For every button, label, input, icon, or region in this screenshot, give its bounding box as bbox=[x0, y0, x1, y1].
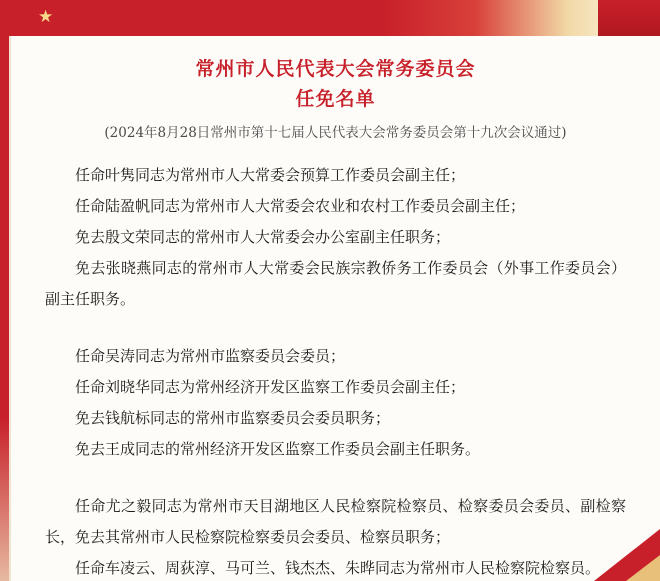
star-icon: ★ bbox=[38, 7, 54, 26]
decorative-top-band bbox=[0, 0, 660, 36]
decorative-left-rule bbox=[0, 0, 9, 581]
paragraph-spacer bbox=[45, 465, 626, 491]
body-paragraph: 免去殷文荣同志的常州市人大常委会办公室副主任职务； bbox=[75, 228, 451, 246]
document-title-line1: 常州市人民代表大会常务委员会 bbox=[195, 58, 476, 80]
body-paragraph: 任命车凌云、周荻淳、马可兰、钱杰杰、朱晔同志为常州市人民检察院检察员。 bbox=[75, 559, 601, 577]
body-paragraph: 免去王成同志的常州经济开发区监察工作委员会副主任职务。 bbox=[75, 440, 481, 458]
document-content bbox=[11, 36, 660, 581]
body-paragraph: 任命尤之毅同志为常州市天目湖地区人民检察院检察员、检察委员会委员、副检察长，免去其常州市人民检察院检察委员会委员、检察员职务； bbox=[45, 497, 626, 546]
paragraph-spacer bbox=[45, 315, 626, 341]
body-paragraph: 免去钱航标同志的常州市监察委员会委员职务； bbox=[75, 409, 391, 427]
body-paragraph: 任命陆盈帆同志为常州市人大常委会农业和农村工作委员会副主任； bbox=[75, 197, 526, 215]
body-paragraph: 任命吴涛同志为常州市监察委员会委员； bbox=[75, 347, 346, 365]
body-paragraph: 免去张晓燕同志的常州市人大常委会民族宗教侨务工作委员会（外事工作委员会）副主任职务。 bbox=[45, 259, 626, 308]
body-paragraph: 任命刘晓华同志为常州经济开发区监察工作委员会副主任； bbox=[75, 378, 466, 396]
body-paragraph: 任命叶隽同志为常州市人大常委会预算工作委员会副主任； bbox=[75, 166, 466, 184]
decorative-corner-inner bbox=[626, 555, 660, 581]
decorative-top-band-right bbox=[598, 0, 660, 36]
document-meta: (2024年8月28日常州市第十七届人民代表大会常务委员会第十九次会议通过) bbox=[104, 125, 567, 141]
document-body bbox=[45, 160, 626, 581]
document-title-line2: 任免名单 bbox=[295, 88, 376, 110]
